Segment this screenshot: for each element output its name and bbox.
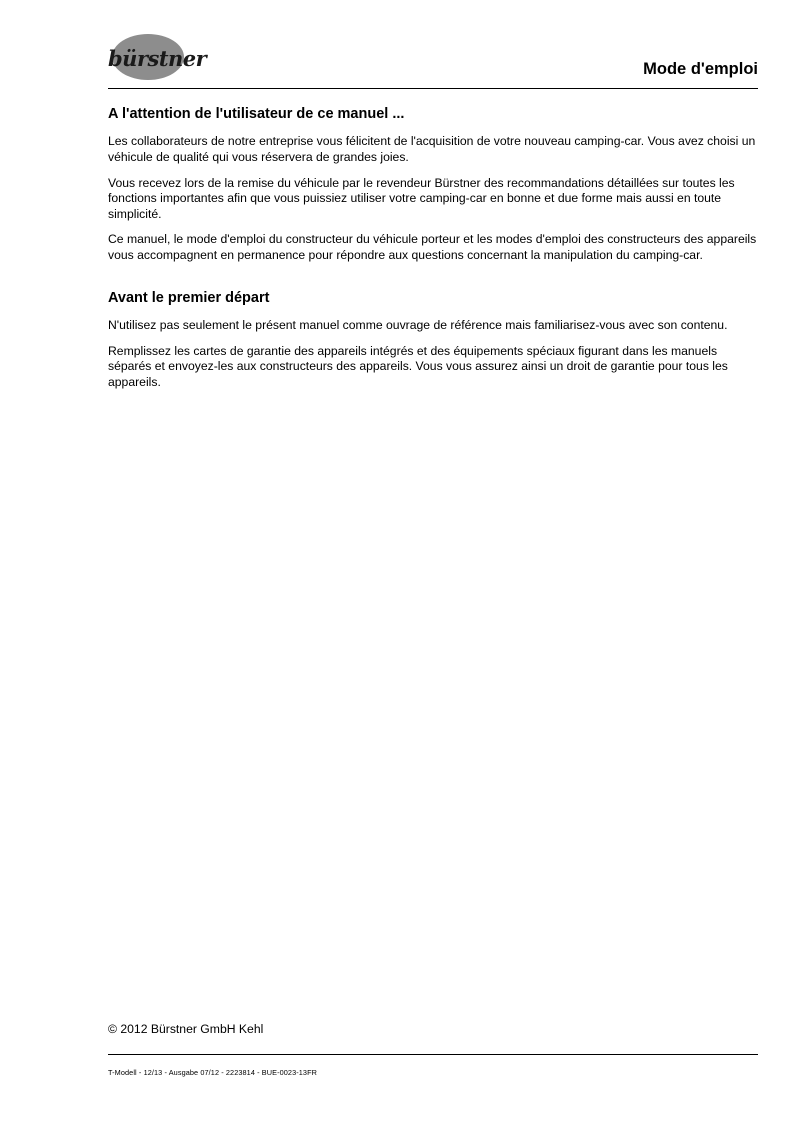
document-body bbox=[108, 106, 758, 390]
footer-divider bbox=[108, 1054, 758, 1055]
page-header bbox=[108, 22, 758, 84]
footer-document-reference: T-Modell - 12/13 - Ausgabe 07/12 - 2223814 - BUE-0023-13FR bbox=[108, 1068, 318, 1077]
brand-logo-wordmark: bürstner bbox=[108, 46, 207, 71]
paragraph: Vous recevez lors de la remise du véhicule par le revendeur Bürstner des recommandations détaillées sur toutes les fonctions importantes afin que vous puissiez utiliser votre camping-car en bonne et due forme mais aussi en toute simplicité. bbox=[108, 175, 735, 221]
paragraph: Les collaborateurs de notre entreprise vous félicitent de l'acquisition de votre nouveau camping-car. Vous avez choisi un véhicule de qualité qui vous réservera de grandes joies. bbox=[108, 134, 756, 164]
brand-logo bbox=[108, 22, 228, 80]
paragraph: N'utilisez pas seulement le présent manuel comme ouvrage de référence mais familiarisez-vous avec son contenu. bbox=[108, 317, 728, 332]
section-title-user-attention: A l'attention de l'utilisateur de ce manuel ... bbox=[108, 106, 405, 122]
paragraph: Ce manuel, le mode d'emploi du constructeur du véhicule porteur et les modes d'emploi des constructeurs des appareils vous accompagnent en permanence pour répondre aux questions concernant la manipulation du camping-car. bbox=[108, 232, 757, 262]
copyright-notice: © 2012 Bürstner GmbH Kehl bbox=[108, 1022, 264, 1036]
section-title-before-first-trip: Avant le premier départ bbox=[108, 289, 270, 306]
paragraph: Remplissez les cartes de garantie des appareils intégrés et des équipements spéciaux figurant dans les manuels séparés et envoyez-les aux constructeurs des appareils. Vous vous assurez ainsi un droit de garantie pour tous les appareils. bbox=[108, 343, 728, 389]
document-type-label: Mode d'emploi bbox=[643, 60, 758, 78]
header-divider bbox=[108, 88, 758, 89]
